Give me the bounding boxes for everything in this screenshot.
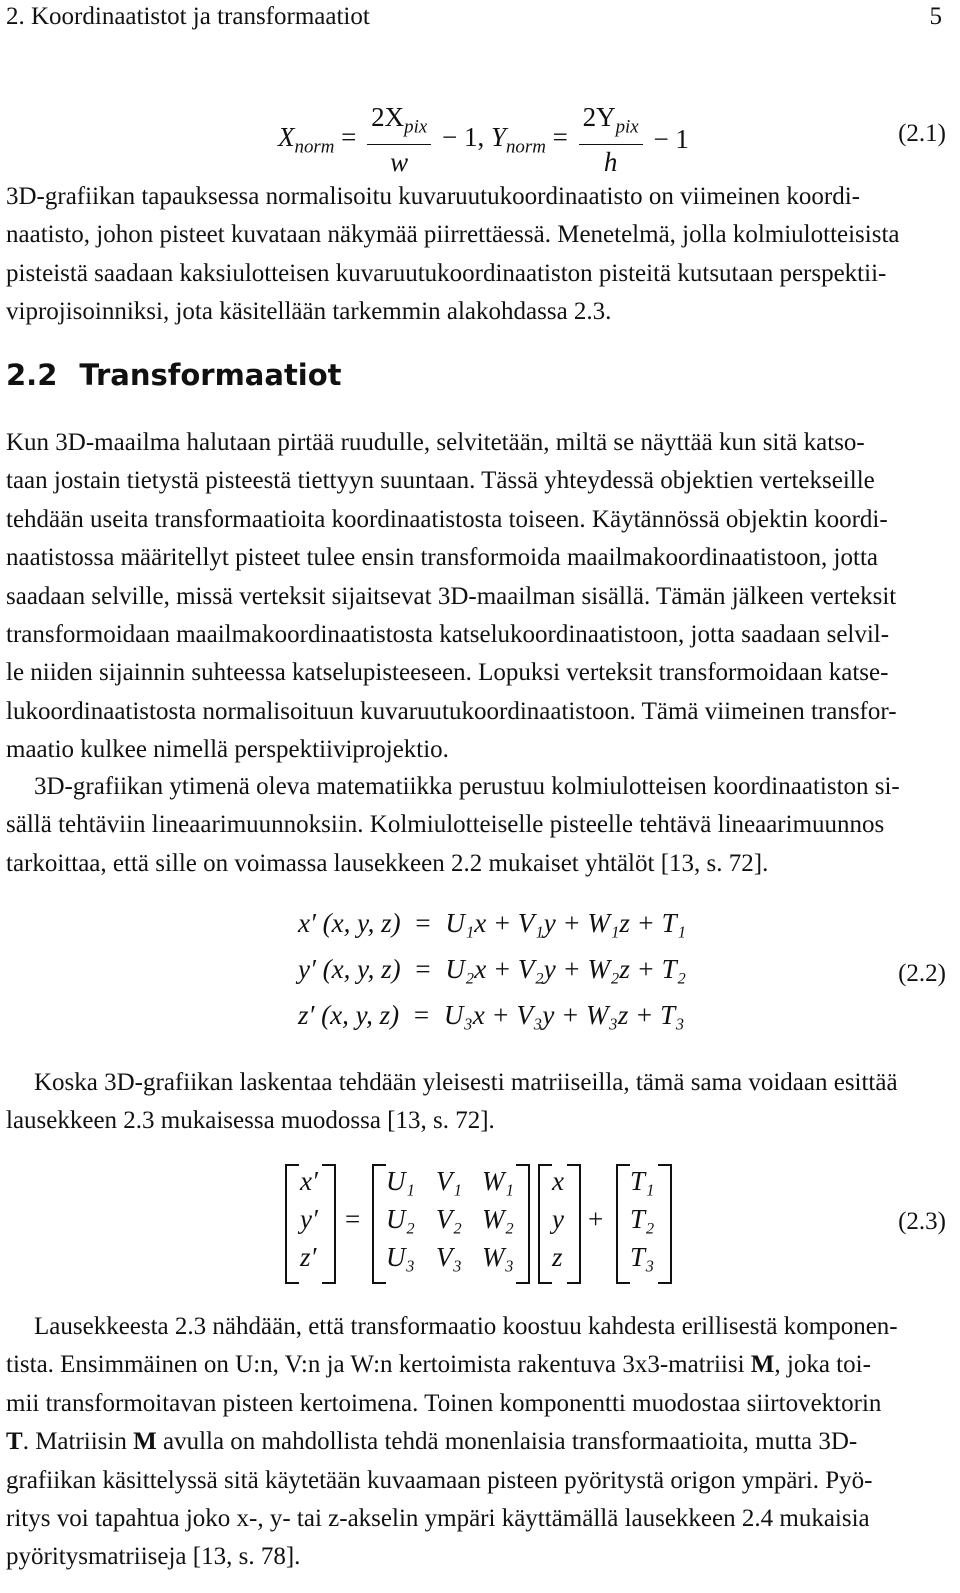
eq21-y-subscript: norm xyxy=(505,135,546,157)
eq21-y-numerator-sub: pix xyxy=(615,116,639,138)
text-line: naatisto, johon pisteet kuvataan näkymää piirrettäessä. Menetelmä, jolla kolmiulotteisista xyxy=(6,221,900,249)
matrix-cell: W₁ xyxy=(482,1166,514,1196)
left-bracket xyxy=(372,1164,386,1284)
text-line: 3D-grafiikan ytimenä oleva matematiikka perustuu kolmiulotteisen koordinaatiston si- xyxy=(34,773,900,800)
equation-2-2 xyxy=(0,908,960,1048)
left-bracket xyxy=(538,1164,552,1284)
equation-2-3 xyxy=(0,1164,960,1294)
translation-cell: T₃ xyxy=(630,1242,655,1272)
eq21-x-symbol: X xyxy=(278,121,295,152)
eq22-args: (x, y, z) xyxy=(322,908,401,938)
text-line: Koska 3D-grafiikan laskentaa tehdään yleisesti matriiseilla, tämä sama voidaan esittää xyxy=(34,1069,898,1096)
lhs-z-prime: z′ xyxy=(300,1242,317,1272)
eq21-x-numerator-sub: pix xyxy=(404,116,428,138)
matrix-cell: V₁ xyxy=(436,1166,462,1196)
eq22-lhs: y′ xyxy=(298,954,316,984)
text-line: maatio kulkee nimellä perspektiiviprojektio. xyxy=(6,736,449,764)
text-span: avulla on mahdollista tehdä monenlaisia transformaatioita, mutta 3D- xyxy=(156,1428,858,1456)
plus-sign: + xyxy=(588,1204,604,1234)
vector-cell: y xyxy=(552,1204,564,1234)
matrix-cell: W₃ xyxy=(482,1242,514,1272)
equation-number-2-2: (2.2) xyxy=(898,960,946,987)
text-line: ritys voi tapahtua joko x-, y- tai z-akselin ympäri käyttämällä lausekkeen 2.4 mukaisia xyxy=(6,1505,870,1533)
text-line: grafiikan käsittelyssä sitä käytetään kuvaamaan pisteen pyöritystä origon ympäri. Pyö- xyxy=(6,1466,873,1494)
eq22-args: (x, y, z) xyxy=(321,1000,400,1030)
text-line: tehdään useita transformaatioita koordinaatistosta toiseen. Käytännössä objektin koordi- xyxy=(6,505,888,533)
eq21-x-denominator: w xyxy=(390,147,409,178)
right-bracket xyxy=(322,1164,336,1284)
eq22-row xyxy=(298,1000,685,1031)
right-bracket xyxy=(516,1164,530,1284)
lhs-x-prime: x′ xyxy=(300,1166,318,1196)
text-line: saadaan selville, missä verteksit sijaitsevat 3D-maailman sisällä. Tämän jälkeen verteksit xyxy=(6,582,897,610)
vector-cell: z xyxy=(552,1242,563,1272)
eq22-row xyxy=(298,908,686,939)
equation-2-1 xyxy=(0,100,960,180)
text-span: , joka toi- xyxy=(774,1351,871,1379)
paragraph-3 xyxy=(6,768,944,883)
equation-number-2-3: (2.3) xyxy=(898,1208,946,1235)
text-line xyxy=(6,1346,944,1384)
matrix-symbol-M: M xyxy=(133,1428,157,1456)
text-line: viprojisoinniksi, jota käsitellään tarkemmin alakohdassa 2.3. xyxy=(6,298,612,326)
eq21-y-denominator: h xyxy=(603,147,618,178)
text-line: naatistossa määritellyt pisteet tulee ensin transformoida maailmakoordinaatistoon, jotta xyxy=(6,544,878,572)
text-line: Lausekkeesta 2.3 nähdään, että transformaatio koostuu kahdesta erillisestä komponen- xyxy=(34,1313,898,1340)
equation-number-2-1: (2.1) xyxy=(898,120,946,147)
eq22-rhs: U₃x + V₃y + W₃z + T₃ xyxy=(443,1000,685,1030)
paragraph-4 xyxy=(6,1064,944,1141)
paragraph-2 xyxy=(6,424,944,770)
text-line: lukoordinaatistosta normalisoituun kuvaruutukoordinaatistoon. Tämä viimeinen transfor- xyxy=(6,697,897,725)
text-line: tarkoittaa, että sille on voimassa lausekkeen 2.2 mukaiset yhtälöt [13, s. 72]. xyxy=(6,849,769,877)
matrix-cell: V₃ xyxy=(436,1242,462,1272)
vector-symbol-T: T xyxy=(6,1428,23,1456)
eq22-args: (x, y, z) xyxy=(322,954,401,984)
text-line: le niiden sijainnin suhteessa katselupisteeseen. Lopuksi verteksit transformoidaan katse- xyxy=(6,659,889,687)
section-heading xyxy=(6,358,342,392)
section-title: Transformaatiot xyxy=(79,358,342,392)
left-bracket xyxy=(616,1164,630,1284)
equals-sign: = xyxy=(345,1204,361,1234)
text-line xyxy=(6,1423,944,1461)
matrix-cell: U₁ xyxy=(386,1166,415,1196)
text-line: pyöritysmatriiseja [13, s. 78]. xyxy=(6,1543,301,1571)
text-line: sällä tehtäviin lineaarimuunnoksiin. Kolmiulotteiselle pisteelle tehtävä lineaarimuunnos xyxy=(6,811,885,839)
eq21-x-tail: − 1, xyxy=(441,121,485,152)
eq21-y-symbol: Y xyxy=(490,121,506,152)
page-number: 5 xyxy=(929,3,942,30)
translation-cell: T₁ xyxy=(630,1166,655,1196)
section-number: 2.2 xyxy=(6,358,58,392)
translation-cell: T₂ xyxy=(630,1204,655,1234)
right-bracket xyxy=(567,1164,581,1284)
chapter-title: 2. Koordinaatistot ja transformaatiot xyxy=(6,3,370,30)
text-line: pisteistä saadaan kaksiulotteisen kuvaruutukoordinaatiston pisteitä kutsutaan perspektii- xyxy=(6,259,887,287)
eq21-x-subscript: norm xyxy=(294,135,335,157)
eq21-equals-2: = xyxy=(552,121,568,152)
eq22-row xyxy=(298,954,686,985)
running-header xyxy=(6,2,954,42)
text-line: taan jostain tietystä pisteestä tiettyyn suuntaan. Tässä yhteydessä objektien vertekseille xyxy=(6,467,875,495)
text-span: tista. Ensimmäinen on U:n, V:n ja W:n kertoimista rakentuva 3x3-matriisi xyxy=(6,1351,751,1379)
eq22-lhs: x′ xyxy=(298,908,316,938)
paragraph-5 xyxy=(6,1308,944,1577)
text-line: mii transformoitavan pisteen kertoimena. Toinen komponentti muodostaa siirtovektorin xyxy=(6,1389,882,1417)
eq22-lhs: z′ xyxy=(298,1000,315,1030)
eq21-y-numerator: 2Y xyxy=(582,102,616,132)
eq21-x-numerator: 2X xyxy=(371,102,405,132)
text-line: transformoidaan maailmakoordinaatistosta katselukoordinaatistoon, jotta saadaan selvil- xyxy=(6,621,890,649)
matrix-cell: U₃ xyxy=(386,1242,415,1272)
lhs-y-prime: y′ xyxy=(300,1204,318,1234)
eq21-equals-1: = xyxy=(341,121,357,152)
eq22-rhs: U₂x + V₂y + W₂z + T₂ xyxy=(445,954,687,984)
matrix-symbol-M: M xyxy=(750,1351,775,1379)
text-line: Kun 3D-maailma halutaan pirtää ruudulle, selvitetään, miltä se näyttää kun sitä katso- xyxy=(6,429,865,456)
text-span: . Matriisin xyxy=(22,1428,134,1456)
eq21-fraction-x xyxy=(367,100,431,179)
text-line: lausekkeen 2.3 mukaisessa muodossa [13, s. 72]. xyxy=(6,1107,495,1135)
eq21-y-tail: − 1 xyxy=(653,124,689,155)
right-bracket xyxy=(658,1164,672,1284)
paragraph-1 xyxy=(6,178,944,332)
vector-cell: x xyxy=(552,1166,564,1196)
text-line: 3D-grafiikan tapauksessa normalisoitu kuvaruutukoordinaatisto on viimeinen koordi- xyxy=(6,183,860,210)
matrix-cell: V₂ xyxy=(436,1204,462,1234)
eq22-equals: = xyxy=(415,908,431,938)
matrix-cell: U₂ xyxy=(386,1204,415,1234)
left-bracket xyxy=(285,1164,299,1284)
eq21-fraction-y xyxy=(579,100,643,179)
matrix-cell: W₂ xyxy=(482,1204,514,1234)
eq22-equals: = xyxy=(413,1000,430,1030)
eq22-equals: = xyxy=(415,954,431,984)
eq22-rhs: U₁x + V₁y + W₁z + T₁ xyxy=(445,908,687,938)
